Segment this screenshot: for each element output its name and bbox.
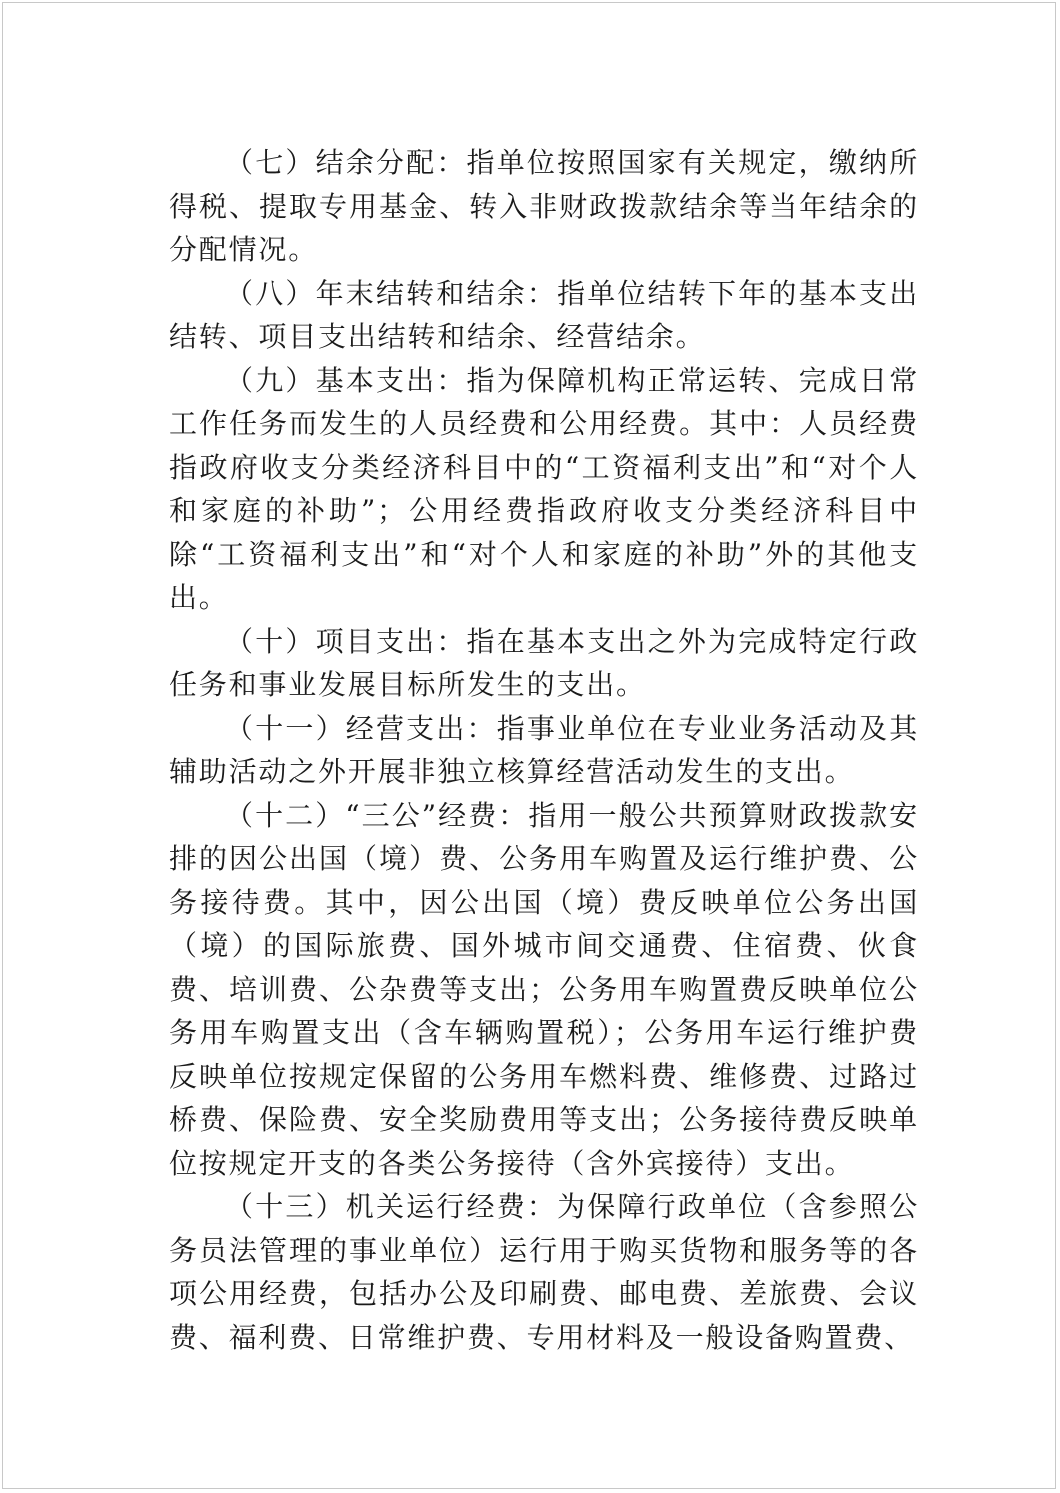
- document-page: [2, 2, 1056, 1489]
- paragraph-project-expenditure: （十）项目支出：指在基本支出之外为完成特定行政任务和事业发展目标所发生的支出。: [169, 624, 919, 701]
- paragraph-three-public-expenses: （十二）“三公”经费：指用一般公共预算财政拨款安排的因公出国（境）费、公务用车购置及运行维护费、公务接待费。其中，因公出国（境）费反映单位公务出国（境）的国际旅费、国外城市间交通费、住宿费、伙食费、培训费、公杂费等支出；公务用车购置费反映单位公务用车购置支出（含车辆购置税）；公务用车运行维护费反映单位按规定保留的公务用车燃料费、维修费、过路过桥费、保险费、安全奖励费用等支出；公务接待费反映单位按规定开支的各类公务接待（含外宾接待）支出。: [169, 798, 919, 1180]
- paragraph-agency-operating-costs: （十三）机关运行经费：为保障行政单位（含参照公务员法管理的事业单位）运行用于购买货物和服务等的各项公用经费，包括办公及印刷费、邮电费、差旅费、会议费、福利费、日常维护费、专用材料及一般设备购置费、: [169, 1190, 919, 1354]
- document-body: [169, 141, 919, 1359]
- paragraph-surplus-distribution: （七）结余分配：指单位按照国家有关规定，缴纳所得税、提取专用基金、转入非财政拨款结余等当年结余的分配情况。: [169, 146, 919, 266]
- paragraph-basic-expenditure: （九）基本支出：指为保障机构正常运转、完成日常工作任务而发生的人员经费和公用经费。其中：人员经费指政府收支分类经济科目中的“工资福利支出”和“对个人和家庭的补助”；公用经费指政府收支分类经济科目中除“工资福利支出”和“对个人和家庭的补助”外的其他支出。: [169, 363, 919, 614]
- paragraph-operating-expenditure: （十一）经营支出：指事业单位在专业业务活动及其辅助活动之外开展非独立核算经营活动发生的支出。: [169, 711, 919, 788]
- paragraph-year-end-carryover: （八）年末结转和结余：指单位结转下年的基本支出结转、项目支出结转和结余、经营结余。: [169, 276, 919, 353]
